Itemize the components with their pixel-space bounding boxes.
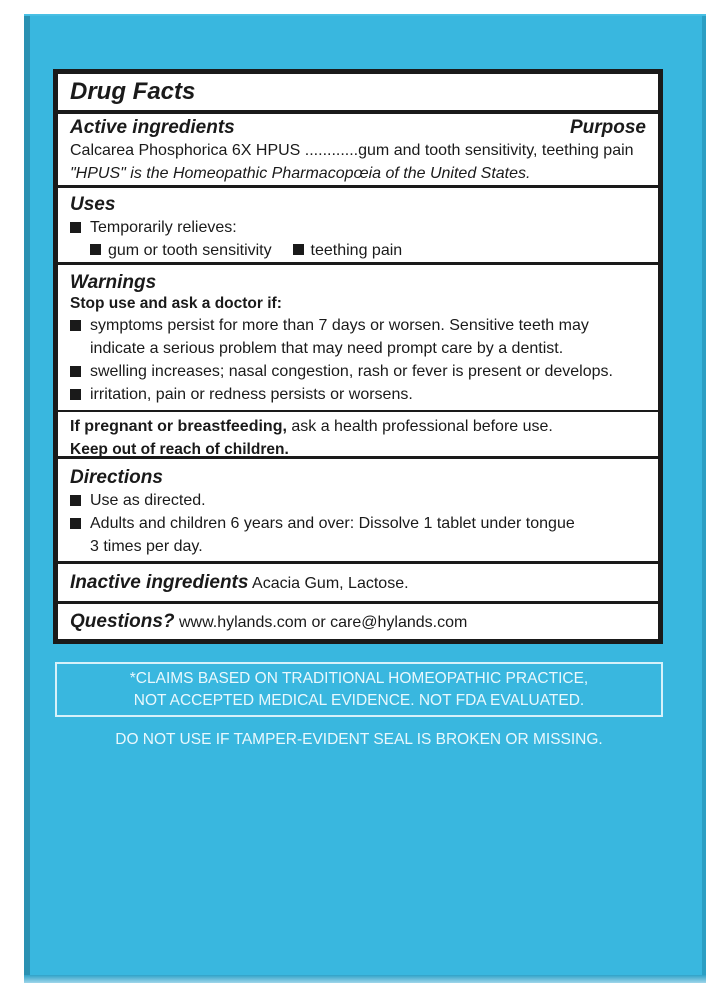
- stop-use-heading: Stop use and ask a doctor if:: [70, 295, 282, 312]
- drug-facts-panel: [53, 69, 663, 644]
- directions-heading: Directions: [70, 467, 163, 488]
- directions-item: [70, 512, 646, 535]
- questions-line: [70, 610, 467, 634]
- uses-item-teething: teething pain: [310, 242, 403, 259]
- questions-text: www.hylands.com or care@hylands.com: [174, 614, 468, 631]
- warning-item-symptoms: [70, 314, 646, 337]
- uses-sub-items: [70, 239, 646, 262]
- claims-disclaimer-box: [55, 662, 663, 717]
- warning-item-swelling: [70, 360, 646, 383]
- purpose-heading: Purpose: [569, 117, 646, 138]
- pregnancy-rest: ask a health professional before use.: [286, 418, 553, 435]
- tamper-seal-warning: DO NOT USE IF TAMPER-EVIDENT SEAL IS BROKEN OR MISSING.: [115, 731, 603, 748]
- warning-item-irritation: [70, 383, 646, 406]
- warnings-section: [58, 265, 658, 459]
- active-ingredients-section: [58, 114, 658, 188]
- directions-text: Adults and children 6 years and over: Dissolve 1 tablet under tongue: [90, 515, 575, 532]
- active-ingredient-line: Calcarea Phosphorica 6X HPUS ............gum and tooth sensitivity, teething pain: [70, 142, 634, 159]
- hpus-note: "HPUS" is the Homeopathic Pharmacopœia of the United States.: [70, 165, 531, 182]
- uses-item-gum: gum or tooth sensitivity: [108, 242, 272, 259]
- bullet-square-icon: [70, 222, 81, 233]
- questions-section: [58, 604, 658, 640]
- bullet-square-icon: [90, 244, 101, 255]
- uses-intro: Temporarily relieves:: [90, 219, 237, 236]
- warning-text: symptoms persist for more than 7 days or worsen. Sensitive teeth may: [90, 317, 589, 334]
- warning-text: irritation, pain or redness persists or worsens.: [90, 386, 413, 403]
- warnings-heading: Warnings: [70, 272, 157, 293]
- inactive-heading: Inactive ingredients: [70, 571, 249, 593]
- bullet-square-icon: [70, 495, 81, 506]
- directions-continuation: 3 times per day.: [90, 538, 203, 555]
- bullet-square-icon: [70, 518, 81, 529]
- active-heading-row: [70, 117, 646, 139]
- bullet-square-icon: [70, 366, 81, 377]
- uses-section: [58, 188, 658, 265]
- bullet-square-icon: [70, 320, 81, 331]
- uses-heading: Uses: [70, 194, 116, 215]
- bullet-square-icon: [70, 389, 81, 400]
- claims-line-2: NOT ACCEPTED MEDICAL EVIDENCE. NOT FDA EVALUATED.: [133, 692, 585, 709]
- keep-out-warning: Keep out of reach of children.: [70, 441, 289, 458]
- inactive-line: [70, 571, 409, 595]
- drug-facts-header: [58, 74, 658, 114]
- warning-continuation: indicate a serious problem that may need prompt care by a dentist.: [90, 340, 564, 357]
- inactive-ingredients-section: [58, 564, 658, 604]
- pregnancy-bold: If pregnant or breastfeeding,: [70, 418, 287, 435]
- questions-heading: Questions?: [70, 611, 175, 632]
- pregnancy-warning: [70, 415, 646, 438]
- box-bottom-edge: [24, 975, 706, 983]
- directions-item: [70, 489, 646, 512]
- pregnancy-block: [58, 410, 658, 461]
- active-ingredients-heading: Active ingredients: [70, 117, 235, 138]
- directions-section: [58, 459, 658, 564]
- bullet-square-icon: [293, 244, 304, 255]
- inactive-text: Acacia Gum, Lactose.: [248, 574, 409, 592]
- warning-text: swelling increases; nasal congestion, rash or fever is present or develops.: [90, 363, 613, 380]
- directions-text: Use as directed.: [90, 492, 206, 509]
- claims-line-1: *CLAIMS BASED ON TRADITIONAL HOMEOPATHIC PRACTICE,: [129, 670, 589, 687]
- uses-intro-item: [70, 216, 646, 239]
- drug-facts-title: Drug Facts: [70, 78, 196, 105]
